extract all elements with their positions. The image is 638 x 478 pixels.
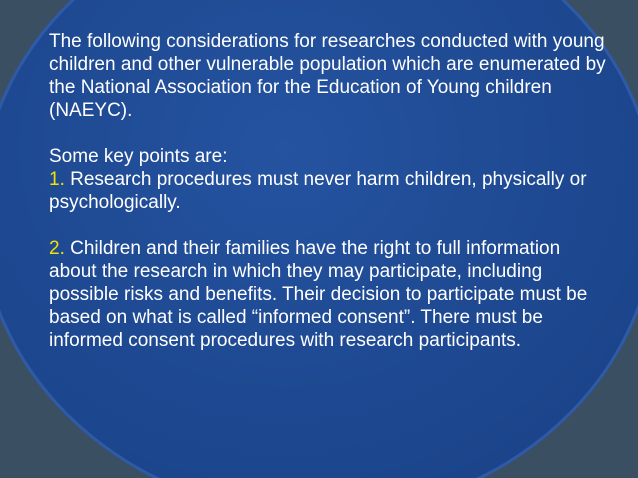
point-2 [49, 237, 609, 352]
slide-content [49, 30, 609, 352]
point-1-text: Research procedures must never harm children, physically or psychologically. [49, 169, 587, 213]
intro-paragraph: The following considerations for researches conducted with young children and other vulnerable population which are enumerated by the National Association for the Education of Young children (NAEYC). [49, 31, 606, 121]
point-1 [49, 168, 609, 214]
point-2-text: Children and their families have the right to full information about the research in which they may participate, including possible risks and benefits. Their decision to participate must be based on what is called “informed consent”. There must be informed consent procedures with research participants. [49, 238, 588, 351]
key-points-heading: Some key points are: [49, 146, 228, 167]
point-2-number: 2. [49, 238, 65, 259]
point-1-number: 1. [49, 169, 65, 190]
